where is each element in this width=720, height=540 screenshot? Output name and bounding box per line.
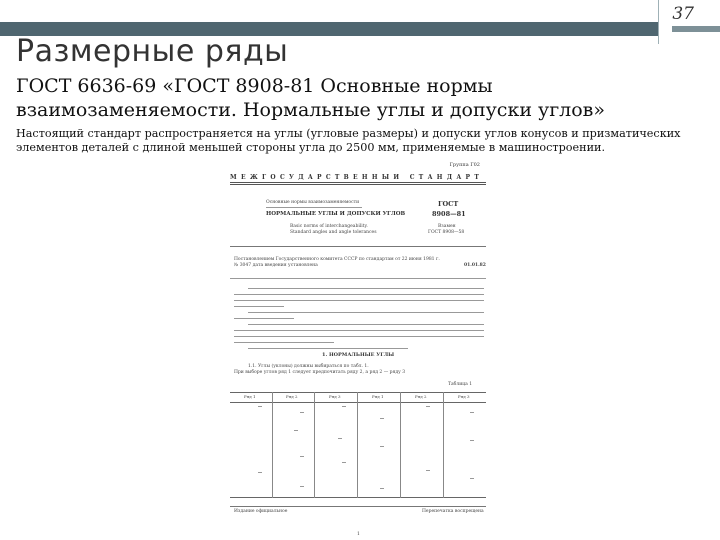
table-header-rule [230,402,486,403]
doc-footer-rule [230,506,486,507]
doc-text-line [234,342,334,343]
doc-table-intro: 1.1. Углы (уклоны) должны выбираться по табл. 1. [248,364,369,369]
doc-replace-label: Взамен [438,224,456,229]
table-column-header: Ряд 1 [244,394,256,399]
table-column-header: Ряд 1 [372,394,384,399]
table-cell-mark [300,456,304,457]
slide-subtitle: ГОСТ 6636-69 «ГОСТ 8908-81 Основные нормы взаимозаменяемости. Нормальные углы и допуски углов» [16,75,605,121]
table-cell-mark [294,430,298,431]
table-col-divider [314,392,315,498]
doc-text-line [234,306,284,307]
table-cell-mark [380,418,384,419]
table-cell-mark [342,406,346,407]
table-cell-mark [300,412,304,413]
title-bar-stripe-end [658,22,720,36]
table-col-divider [272,392,273,498]
doc-text-line [234,294,484,295]
doc-english-title-2: Standard angles and angle tolerances [290,230,377,235]
doc-footer-right: Перепечатка воспрещена [422,509,484,514]
table-cell-mark [380,488,384,489]
doc-header-rule [230,182,486,183]
doc-section-rule [230,246,486,247]
doc-text-line [248,312,484,313]
doc-rule [230,278,486,279]
doc-system-name: Основные нормы взаимозаменяемости [266,200,360,205]
doc-standard-title: НОРМАЛЬНЫЕ УГЛЫ И ДОПУСКИ УГЛОВ [266,211,406,217]
decorative-vertical-line [658,0,659,44]
table-column-header: Ряд 3 [329,394,341,399]
doc-text-line [234,300,484,301]
table-cell-mark [300,486,304,487]
table-column-header: Ряд 2 [286,394,298,399]
doc-header: МЕЖГОСУДАРСТВЕННЫЙ СТАНДАРТ [230,174,484,181]
table-col-divider [357,392,358,498]
doc-text-line [234,336,484,337]
table-top-rule [230,392,486,393]
table-bottom-rule [230,497,486,498]
doc-decree: Постановлением Государственного комитета СССР по стандартам от 22 июня 1981 г. № 3047 дата введения установлена [234,257,440,268]
doc-group: Группа Г02 [449,162,480,168]
table-cell-mark [338,438,342,439]
doc-header-rule-2 [230,184,486,185]
doc-page-number: 1 [357,532,360,537]
table-cell-mark [426,470,430,471]
doc-section-title: 1. НОРМАЛЬНЫЕ УГЛЫ [322,352,395,358]
slide-title: Размерные ряды [16,34,289,69]
doc-footer-left: Издание официальное [234,509,288,514]
table-cell-mark [470,412,474,413]
slide-body-text: Настоящий стандарт распространяется на углы (угловые размеры) и допуски углов конусов и призматических элементов деталей с длиной меньшей стороны угла до 2500 мм, применяемые в машиностроении. [16,127,681,154]
table-col-divider [400,392,401,498]
table-cell-mark [380,446,384,447]
doc-table-note: При выборе углов ряд 1 следует предпочитать ряду 2, а ряд 2 — ряду 3 [234,370,406,375]
doc-english-title-1: Basic norms of interchangeability. [290,224,368,229]
table-col-divider [443,392,444,498]
table-cell-mark [258,406,262,407]
doc-text-line [234,318,294,319]
table-cell-mark [426,406,430,407]
slide-number: 37 [672,4,694,24]
doc-replace-number: ГОСТ 8908—58 [428,230,465,235]
table-cell-mark [258,472,262,473]
table-column-header: Ряд 3 [458,394,470,399]
table-column-header: Ряд 2 [415,394,427,399]
scanned-standard-page [226,160,488,540]
table-cell-mark [342,462,346,463]
doc-text-line [248,348,408,349]
doc-table-label: Таблица 1 [448,382,473,387]
doc-rule [266,207,362,208]
doc-gost-number: 8908—81 [432,210,466,218]
table-cell-mark [470,478,474,479]
doc-gost-code: ГОСТ [438,200,459,208]
doc-text-line [248,324,484,325]
doc-intro-date: 01.01.82 [464,263,486,268]
doc-text-line [248,288,484,289]
angles-table [230,392,486,498]
doc-text-line [234,330,484,331]
table-cell-mark [470,440,474,441]
